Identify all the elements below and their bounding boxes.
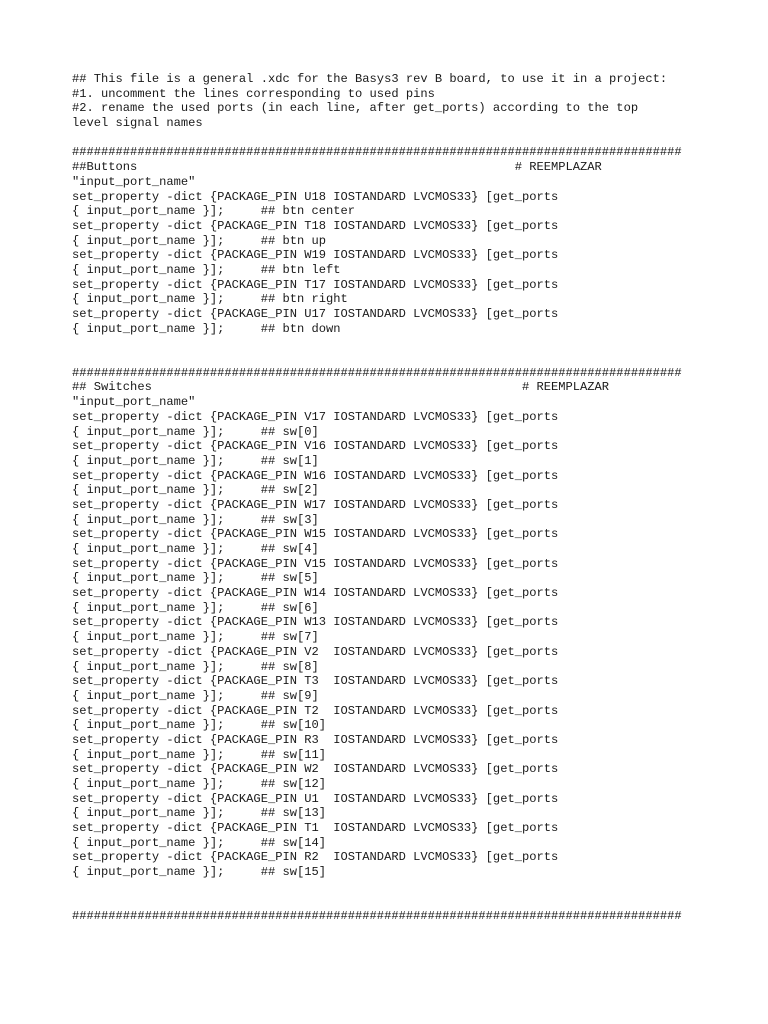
code-line: set_property -dict {PACKAGE_PIN W16 IOSTANDARD LVCMOS33} [get_ports bbox=[72, 468, 559, 483]
blank-line bbox=[72, 351, 762, 366]
code-line: { input_port_name }]; ## sw[6] bbox=[72, 600, 319, 615]
header-comment-line: level signal names bbox=[72, 116, 203, 131]
blank-line bbox=[72, 924, 762, 939]
code-line: set_property -dict {PACKAGE_PIN V17 IOSTANDARD LVCMOS33} [get_ports bbox=[72, 409, 559, 424]
code-line: { input_port_name }]; ## sw[3] bbox=[72, 512, 319, 527]
code-line: set_property -dict {PACKAGE_PIN R2 IOSTANDARD LVCMOS33} [get_ports bbox=[72, 850, 559, 865]
code-line: set_property -dict {PACKAGE_PIN W2 IOSTANDARD LVCMOS33} [get_ports bbox=[72, 762, 559, 777]
blank-line bbox=[72, 939, 762, 954]
code-line: { input_port_name }]; ## sw[2] bbox=[72, 483, 319, 498]
section-heading-buttons: ##Buttons # REEMPLAZAR bbox=[72, 160, 602, 175]
code-line: set_property -dict {PACKAGE_PIN T2 IOSTANDARD LVCMOS33} [get_ports bbox=[72, 703, 559, 718]
code-line: { input_port_name }]; ## sw[13] bbox=[72, 806, 327, 821]
code-line: set_property -dict {PACKAGE_PIN U1 IOSTANDARD LVCMOS33} [get_ports bbox=[72, 791, 559, 806]
code-line: set_property -dict {PACKAGE_PIN V16 IOSTANDARD LVCMOS33} [get_ports bbox=[72, 439, 559, 454]
header-comment-line: ## This file is a general .xdc for the Basys3 rev B board, to use it in a project: bbox=[72, 72, 668, 86]
blank-line bbox=[72, 336, 762, 351]
code-line: set_property -dict {PACKAGE_PIN W14 IOSTANDARD LVCMOS33} [get_ports bbox=[72, 586, 559, 601]
code-line: { input_port_name }]; ## btn up bbox=[72, 233, 327, 248]
document-body bbox=[72, 72, 762, 968]
code-line: set_property -dict {PACKAGE_PIN V15 IOSTANDARD LVCMOS33} [get_ports bbox=[72, 556, 559, 571]
code-line: { input_port_name }]; ## sw[15] bbox=[72, 865, 327, 880]
code-line: { input_port_name }]; ## sw[14] bbox=[72, 835, 327, 850]
code-line: { input_port_name }]; ## sw[0] bbox=[72, 424, 319, 439]
code-line: set_property -dict {PACKAGE_PIN V2 IOSTANDARD LVCMOS33} [get_ports bbox=[72, 644, 559, 659]
code-line bbox=[72, 880, 762, 895]
code-line: { input_port_name }]; ## sw[9] bbox=[72, 688, 319, 703]
section-separator: #################################################################################### bbox=[72, 365, 682, 380]
code-line: { input_port_name }]; ## sw[7] bbox=[72, 630, 319, 645]
code-line: set_property -dict {PACKAGE_PIN W13 IOSTANDARD LVCMOS33} [get_ports bbox=[72, 615, 559, 630]
code-line: { input_port_name }]; ## sw[12] bbox=[72, 777, 327, 791]
code-line: { input_port_name }]; ## sw[4] bbox=[72, 542, 319, 556]
code-line: { input_port_name }]; ## btn center bbox=[72, 204, 356, 219]
code-line: { input_port_name }]; ## sw[11] bbox=[72, 747, 327, 762]
section-separator bbox=[72, 953, 762, 968]
code-line: { input_port_name }]; ## btn right bbox=[72, 292, 348, 307]
port-name-placeholder: "input_port_name" bbox=[72, 395, 196, 410]
code-line: { input_port_name }]; ## sw[5] bbox=[72, 571, 319, 586]
code-line: set_property -dict {PACKAGE_PIN R3 IOSTANDARD LVCMOS33} [get_ports bbox=[72, 732, 559, 747]
code-line: set_property -dict {PACKAGE_PIN W19 IOSTANDARD LVCMOS33} [get_ports bbox=[72, 248, 559, 263]
code-line: { input_port_name }]; ## btn down bbox=[72, 321, 341, 336]
code-line: set_property -dict {PACKAGE_PIN U17 IOSTANDARD LVCMOS33} [get_ports bbox=[72, 307, 559, 321]
header-comment-line: #1. uncomment the lines corresponding to used pins bbox=[72, 86, 435, 101]
code-line: { input_port_name }]; ## sw[8] bbox=[72, 659, 319, 674]
code-line: { input_port_name }]; ## sw[10] bbox=[72, 718, 327, 733]
code-line: set_property -dict {PACKAGE_PIN U18 IOSTANDARD LVCMOS33} [get_ports bbox=[72, 189, 559, 204]
header-comment-line: #2. rename the used ports (in each line, after get_ports) according to the top bbox=[72, 101, 639, 116]
code-line: set_property -dict {PACKAGE_PIN W17 IOSTANDARD LVCMOS33} [get_ports bbox=[72, 497, 559, 512]
code-line bbox=[72, 895, 762, 910]
code-line: set_property -dict {PACKAGE_PIN T3 IOSTANDARD LVCMOS33} [get_ports bbox=[72, 674, 559, 689]
section-separator: #################################################################################### bbox=[72, 145, 682, 160]
code-line: { input_port_name }]; ## sw[1] bbox=[72, 453, 319, 468]
code-line: set_property -dict {PACKAGE_PIN W15 IOSTANDARD LVCMOS33} [get_ports bbox=[72, 527, 559, 542]
port-name-placeholder: "input_port_name" bbox=[72, 174, 196, 189]
code-line: set_property -dict {PACKAGE_PIN T18 IOSTANDARD LVCMOS33} [get_ports bbox=[72, 218, 559, 233]
code-line: set_property -dict {PACKAGE_PIN T17 IOSTANDARD LVCMOS33} [get_ports bbox=[72, 277, 559, 292]
blank-line bbox=[72, 131, 762, 146]
section-heading-switches: ## Switches # REEMPLAZAR bbox=[72, 380, 610, 395]
code-line: { input_port_name }]; ## btn left bbox=[72, 262, 341, 277]
code-line: set_property -dict {PACKAGE_PIN T1 IOSTANDARD LVCMOS33} [get_ports bbox=[72, 821, 559, 836]
code-line: #################################################################################### bbox=[72, 909, 682, 924]
